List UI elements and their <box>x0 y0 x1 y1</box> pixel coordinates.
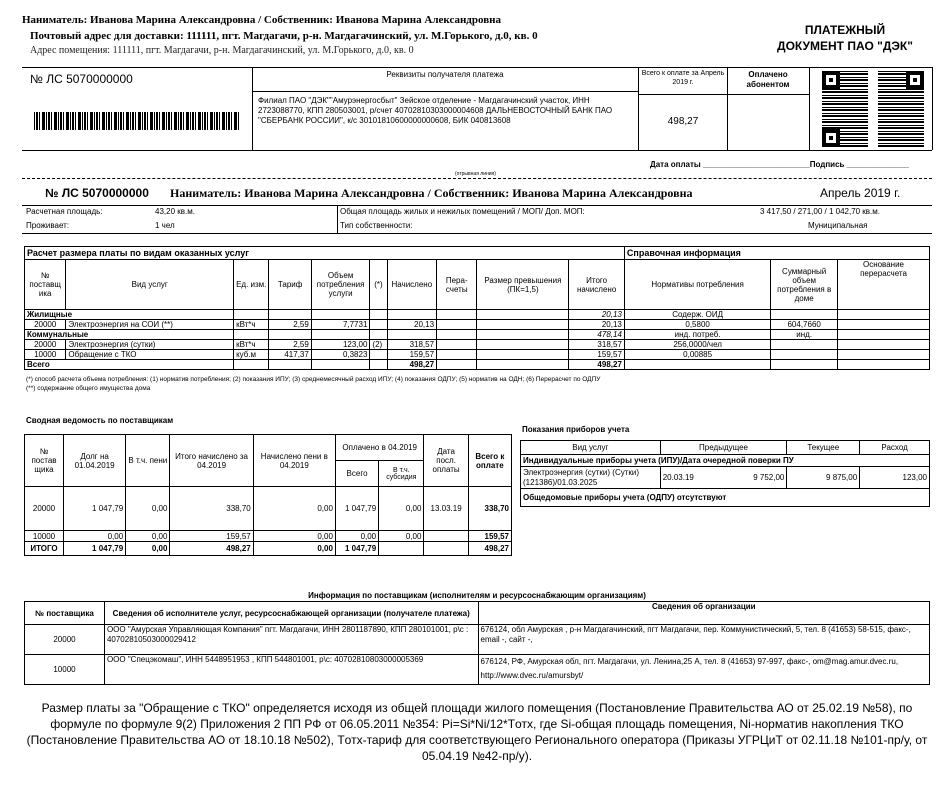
cell: 123,00 <box>311 340 370 350</box>
cell: 676124, обл Амурская , р-н Магдагачинский, пгт Магдагачи, пер. Коммунистический, 5, тел. 8 (41653) 58-515, факс-, email -, сайт -, <box>478 625 929 655</box>
cell: 0,00 <box>126 542 170 556</box>
col-charged: Начислено <box>387 260 436 310</box>
cell <box>370 320 387 330</box>
cell: куб.м <box>234 350 269 360</box>
table-row <box>25 320 930 330</box>
col-recalc: Пера- счеты <box>437 260 477 310</box>
sup-col-charged: Итого начислено за 04.2019 <box>170 435 253 487</box>
cell <box>437 340 477 350</box>
table-total-row <box>25 360 930 370</box>
total-sum: 498,27 <box>569 360 625 370</box>
group-utilities <box>25 330 930 340</box>
cell: 159,57 <box>170 531 253 542</box>
cell: 256,0000/чел <box>624 340 770 350</box>
col-house-volume: Суммарный объем потребления в доме <box>771 260 838 310</box>
meter-col-prev: Предыдущее <box>660 441 787 455</box>
table-row <box>25 531 512 542</box>
group-total: 20,13 <box>569 310 625 320</box>
ownership-label: Тип собственности: <box>340 221 413 230</box>
table-row <box>25 655 930 685</box>
main-tenant: Наниматель: Иванова Марина Александровна / Собственник: Иванова Марина Александровна <box>170 186 693 200</box>
info-col-num: № поставщика <box>25 602 105 625</box>
cell: 20,13 <box>569 320 625 330</box>
sup-col-fine: В т.ч. пени <box>126 435 170 487</box>
prev-date: 20.03.19 <box>662 473 694 482</box>
cell: 20000 <box>25 487 64 531</box>
calc-note-1: (*) способ расчета объема потребления: (1) норматив потребления; (2) показания ИПУ; (3) среднемесячный расход ИПУ; (4) показания ОДПУ; (5) норматив на ОДН; (6) Перерасчет по ОДПУ <box>26 376 601 383</box>
cell: ООО "Амурская Управляющая Компания" пгт. Магдагачи, ИНН 2801187890, КПП 280101001, р\с : 40702810503000029412 <box>104 625 478 655</box>
info-col-org: Сведения об организации <box>478 602 929 625</box>
cell <box>424 542 468 556</box>
tear-line <box>22 178 932 179</box>
cell <box>771 350 838 360</box>
cell <box>370 350 387 360</box>
premises-address: Адрес помещения: 111111, пгт. Магдагачи, р-н. Магдагачинский, ул. М.Горького, д.0, кв. 0 <box>30 45 414 56</box>
sup-col-num: № постав щика <box>25 435 64 487</box>
sup-col-date: Дата посл. оплаты <box>424 435 468 487</box>
cell <box>838 340 930 350</box>
cell: 0,00 <box>64 531 126 542</box>
info-col-exec: Сведения об исполнителе услуг, ресурсоснабжающей организации (получателе платежа) <box>104 602 478 625</box>
cell: 9 875,00 <box>787 467 860 489</box>
calculation-table <box>24 246 930 370</box>
cell: 498,27 <box>468 542 511 556</box>
meters-title: Показания приборов учета <box>522 425 630 434</box>
cell <box>477 340 569 350</box>
col-supplier: № поставщ ика <box>25 260 66 310</box>
cell: кВт*ч <box>234 320 269 330</box>
cell: 0,00 <box>379 487 424 531</box>
cell: Электроэнергия (сутки) <box>66 340 234 350</box>
sup-col-fine-charged: Начислено пени в 04.2019 <box>253 435 335 487</box>
common-area-label: Общая площадь жилых и нежилых помещений / МОП/ Доп. МОП: <box>340 207 585 216</box>
cell <box>771 340 838 350</box>
col-service: Вид услуг <box>66 260 234 310</box>
suppliers-title: Сводная ведомость по поставщикам <box>26 416 174 425</box>
meter-col-service: Вид услуг <box>521 441 661 455</box>
table-row <box>25 487 512 531</box>
cell: Электроэнергия (сутки) (Сутки) (121386)/01.03.2025 <box>521 467 661 489</box>
col-tariff: Тариф <box>269 260 311 310</box>
cell: 7,7731 <box>311 320 370 330</box>
cell: 0,00 <box>253 487 335 531</box>
recipient-header: Реквизиты получателя платежа <box>386 70 504 79</box>
cell: 159,57 <box>468 531 511 542</box>
table-row <box>25 625 930 655</box>
cell: 10000 <box>25 655 105 685</box>
cell: 1 047,79 <box>64 542 126 556</box>
group-ref: инд. потреб. <box>624 330 770 340</box>
common-area-value: 3 417,50 / 271,00 / 1 042,70 кв.м. <box>760 207 881 216</box>
info-table <box>24 601 930 685</box>
info-title: Информация по поставщикам (исполнителям и ресурсоснабжающим организациям) <box>308 591 646 600</box>
cell: 318,57 <box>387 340 436 350</box>
col-method: (*) <box>370 260 387 310</box>
cell: 0,5800 <box>624 320 770 330</box>
sup-col-debt: Долг на 01.04.2019 <box>64 435 126 487</box>
cell: 318,57 <box>569 340 625 350</box>
cell: 1 047,79 <box>335 542 378 556</box>
table-row <box>521 467 930 489</box>
area-value: 43,20 кв.м. <box>155 207 195 216</box>
sup-col-paid: Оплачено в 04.2019 <box>335 435 424 461</box>
col-unit: Ед. изм. <box>234 260 269 310</box>
cell: кВт*ч <box>234 340 269 350</box>
cell <box>437 320 477 330</box>
total-due-value: 498,27 <box>667 116 699 127</box>
residents-value: 1 чел <box>155 221 175 230</box>
cell: 159,57 <box>569 350 625 360</box>
cell <box>838 350 930 360</box>
cell: 2,59 <box>269 340 311 350</box>
qr-code-icon <box>822 71 924 147</box>
total-label: Всего <box>25 360 234 370</box>
cell: 2,59 <box>269 320 311 330</box>
ownership-value: Муниципальная <box>808 221 868 230</box>
slip-account-number: № ЛС 5070000000 <box>30 72 133 86</box>
cell: 20,13 <box>387 320 436 330</box>
meters-table <box>520 440 930 507</box>
cell: ИТОГО <box>25 542 64 556</box>
group-name: Жилищные <box>25 310 234 320</box>
cell <box>379 542 424 556</box>
cell <box>477 320 569 330</box>
cell <box>424 531 468 542</box>
cell: 338,70 <box>468 487 511 531</box>
cell: ООО "Спецэкомаш", ИНН 5448951953 , КПП 544801001, р\с: 40702810803000005369 <box>104 655 478 685</box>
cell: 20000 <box>25 625 105 655</box>
area-label: Расчетная площадь: <box>26 207 103 216</box>
group-total: 478,14 <box>569 330 625 340</box>
cell: Электроэнергия на СОИ (**) <box>66 320 234 330</box>
cell: 498,27 <box>170 542 253 556</box>
cell: 0,3823 <box>311 350 370 360</box>
cell: 1 047,79 <box>335 487 378 531</box>
recipient-details: Филиал ПАО "ДЭК""Амурэнергосбыт" Зейское отделение - Магдагачинский участок, ИНН 2723088770, КПП 280503001, р/счет 40702810303000004608 ДАЛЬНЕВОСТОЧНЫЙ БАНК ПАО "СБЕРБАНК РОССИИ", к/с 30101810600000000608, БИК 040813608 <box>258 96 613 125</box>
meter-col-current: Текущее <box>787 441 860 455</box>
cell: 0,00 <box>253 542 335 556</box>
ipu-title: Индивидуальные приборы учета (ИПУ)/Дата очередной поверки ПУ <box>521 455 930 467</box>
paid-by-subscriber-header: Оплачено абонентом <box>746 70 790 89</box>
cell: 1 047,79 <box>64 487 126 531</box>
cell: 417,37 <box>269 350 311 360</box>
postal-address: Почтовый адрес для доставки: 111111, пгт. Магдагачи, р-н. Магдагачинский, ул. М.Горького, д.0, кв. 0 <box>30 30 538 42</box>
suppliers-table <box>24 434 512 556</box>
cell: (2) <box>370 340 387 350</box>
total-charged: 498,27 <box>387 360 436 370</box>
group-ref-2: инд. <box>771 330 838 340</box>
doc-title-line-2: ДОКУМЕНТ ПАО "ДЭК" <box>777 39 913 53</box>
tear-line-label: (отрывная линия) <box>455 171 496 177</box>
group-housing <box>25 310 930 320</box>
calc-note-2: (**) содержание общего имущества дома <box>26 385 151 392</box>
residents-label: Проживает: <box>26 221 70 230</box>
total-due-header: Всего к оплате за Апрель 2019 г. <box>641 70 725 86</box>
cell: 159,57 <box>387 350 436 360</box>
cell: 604,7660 <box>771 320 838 330</box>
col-total: Итого начислено <box>569 260 625 310</box>
tenant-line: Наниматель: Иванова Марина Александровна / Собственник: Иванова Марина Александровна <box>22 14 501 26</box>
billing-period: Апрель 2019 г. <box>820 186 901 200</box>
cell: 338,70 <box>170 487 253 531</box>
cell: 0,00 <box>126 487 170 531</box>
cell: 0,00 <box>379 531 424 542</box>
cell <box>437 350 477 360</box>
sup-col-due: Всего к оплате <box>468 435 511 487</box>
cell: 10000 <box>25 350 66 360</box>
group-ref: Содерж. ОИД <box>624 310 770 320</box>
ref-title: Справочная информация <box>624 247 929 260</box>
table-row <box>25 340 930 350</box>
sup-col-paid-subsidy: В т.ч. субсидия <box>379 461 424 487</box>
col-excess: Размер превышения (ПК=1,5) <box>477 260 569 310</box>
cell: 10000 <box>25 531 64 542</box>
group-name: Коммунальные <box>25 330 234 340</box>
cell: 0,00 <box>126 531 170 542</box>
cell: 0,00885 <box>624 350 770 360</box>
cell: 20000 <box>25 320 66 330</box>
sup-col-paid-total: Всего <box>335 461 378 487</box>
table-row <box>25 350 930 360</box>
cell: 20000 <box>25 340 66 350</box>
cell: 0,00 <box>253 531 335 542</box>
cell: 676124, РФ, Амурская обл, пгт. Магдагачи, ул. Ленина,25 А, тел. 8 (41653) 97-997, факс-, om@mag.amur.dvec.ru, http://www.dvec.ru/amursbyt/ <box>478 655 929 685</box>
barcode-icon <box>34 112 240 130</box>
main-account-number: № ЛС 5070000000 <box>45 186 149 200</box>
odpu-note: Общедомовые приборы учета (ОДПУ) отсутствуют <box>521 489 930 507</box>
calc-title: Расчет размера платы по видам оказанных услуг <box>25 247 625 260</box>
document-title <box>760 22 930 54</box>
cell: 13.03.19 <box>424 487 468 531</box>
table-total-row <box>25 542 512 556</box>
cell: Обращение с ТКО <box>66 350 234 360</box>
prev-value: 9 752,00 <box>753 473 785 482</box>
meter-col-usage: Расход <box>860 441 930 455</box>
col-basis: Основание перерасчета <box>838 260 930 310</box>
cell <box>477 350 569 360</box>
col-volume: Объем потребления услуги <box>311 260 370 310</box>
cell <box>660 467 787 489</box>
col-norm: Нормативы потребления <box>624 260 770 310</box>
cell: 0,00 <box>335 531 378 542</box>
tko-footnote: Размер платы за "Обращение с ТКО" определяется исходя из общей площади жилого помещения (Постановление Правительства АО от 25.02.19 №58), по формуле по формуле 9(2) Приложения 2 ПП РФ от 06.05.2011 №354: Pi=Si*Ni/12*Tотх, где Si-общая площадь помещения, Ni-норматив накопления ТКО (Постановление Правительства АО от 18.10.18 №502), Tотх-тариф для соответствующего Регионального оператора (Приказы УГРЦиТ от 02.11.18 №101-пр/у, от 05.04.19 №42-пр/у). <box>26 701 928 763</box>
payment-date-signature: Дата оплаты ________________________Подпись ______________ <box>650 160 909 169</box>
cell <box>838 320 930 330</box>
doc-title-line-1: ПЛАТЕЖНЫЙ <box>804 23 886 37</box>
cell: 123,00 <box>860 467 930 489</box>
